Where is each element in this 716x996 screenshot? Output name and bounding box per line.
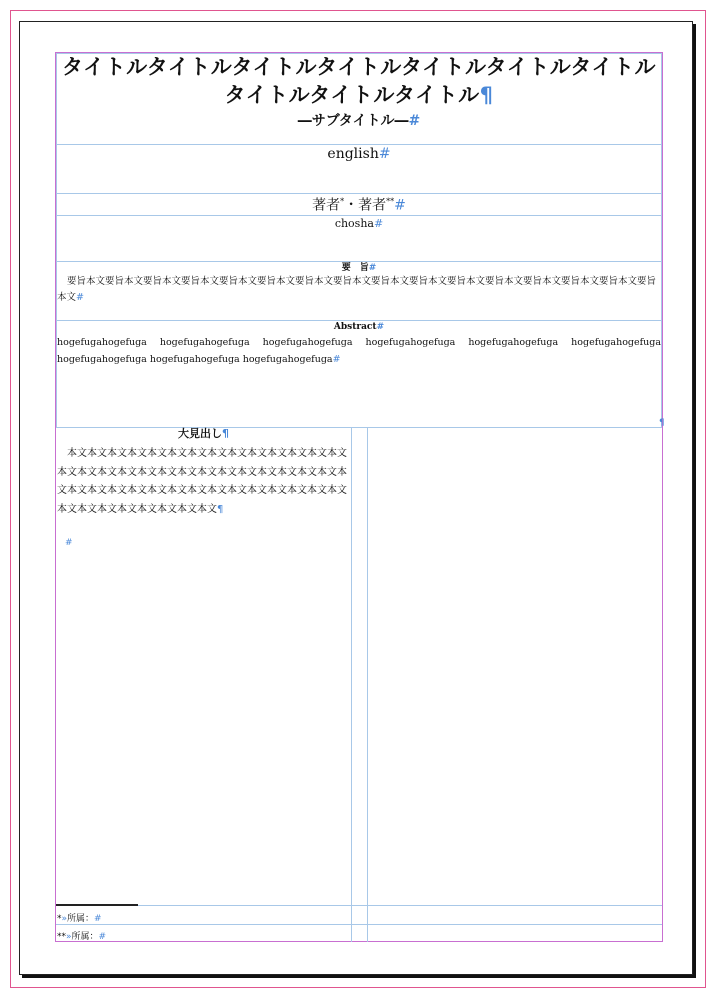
authors-romaji — [56, 216, 662, 232]
end-of-story-mark: # — [378, 146, 391, 162]
abstract-en-body — [57, 334, 661, 368]
guide-line — [56, 905, 662, 906]
english-title-text: english — [327, 146, 379, 162]
section-heading-text: 大見出し — [178, 427, 222, 440]
frame-overflow-mark: ¶ — [659, 418, 665, 428]
body-text — [57, 445, 351, 519]
header-frame — [56, 53, 662, 428]
tab-mark: » — [61, 914, 68, 924]
abstract-ja-heading — [56, 262, 662, 274]
end-of-story-mark: # — [376, 322, 385, 332]
footnote-1-mark: * — [57, 914, 62, 924]
abstract-ja-heading-text: 要 旨 — [341, 263, 369, 273]
body-text-content: 本文本文本文本文本文本文本文本文本文本文本文本文本文本文本文本文本文本文本文本文本文本文本文本文本文本文本文本文本文本文本文本文本文本文本文本文本文本文本文本文本文本文本文本文本文本文本文本文本文本文本文 — [57, 448, 347, 515]
author-2-mark: ** — [386, 197, 395, 206]
end-of-story-mark: # — [65, 538, 73, 548]
end-of-story-mark: # — [98, 932, 107, 942]
pilcrow-mark: ¶ — [479, 83, 494, 107]
footnote-1-label: 所属： — [67, 914, 95, 924]
tab-mark: » — [66, 932, 72, 942]
end-of-story-mark: # — [368, 263, 377, 273]
authors — [56, 192, 662, 216]
end-of-story-mark: # — [94, 914, 102, 924]
abstract-ja-body-text: 要旨本文要旨本文要旨本文要旨本文要旨本文要旨本文要旨本文要旨本文要旨本文要旨本文要旨本文要旨本文要旨本文要旨本文要旨本文要旨本文 — [57, 276, 657, 303]
guide-line — [56, 924, 662, 925]
footnote-rule — [56, 904, 138, 906]
end-of-story-mark: # — [373, 217, 384, 230]
section-heading — [56, 426, 351, 442]
pilcrow-mark: ¶ — [217, 503, 224, 515]
footnote-1 — [57, 912, 102, 926]
end-of-story-mark: # — [76, 292, 84, 303]
column-guide — [367, 428, 368, 942]
author-1: 著者 — [312, 197, 341, 214]
abstract-en-body-text: hogefugahogefuga hogefugahogefuga hogefugahogefuga hogefugahogefuga hogefugahogefuga hogefugahogefuga hogefugahogefuga hogefugahogefuga hogefugahogefuga — [57, 337, 661, 365]
abstract-en-heading-text: Abstract — [333, 322, 377, 332]
footnote-2 — [57, 930, 106, 944]
end-of-story-mark: # — [394, 197, 406, 214]
abstract-en-heading — [56, 321, 662, 333]
author-1-mark: * — [340, 197, 345, 206]
column-guide — [351, 428, 352, 942]
document-title — [56, 53, 662, 109]
document-subtitle — [56, 111, 662, 131]
author-2: 著者 — [358, 197, 387, 214]
title-text: タイトルタイトルタイトルタイトルタイトルタイトルタイトルタイトルタイトルタイトル — [61, 55, 657, 107]
end-of-story-mark: # — [332, 354, 341, 365]
author-separator: ・ — [344, 197, 359, 214]
subtitle-text: ―サブタイトル― — [297, 113, 409, 129]
authors-romaji-text: chosha — [334, 217, 374, 230]
english-title — [56, 145, 662, 163]
abstract-ja-body — [57, 274, 661, 306]
footnote-2-label: 所属： — [71, 932, 99, 942]
pilcrow-mark: ¶ — [222, 427, 229, 440]
footnote-2-mark: ** — [57, 932, 66, 942]
end-of-story-mark: # — [408, 113, 421, 129]
